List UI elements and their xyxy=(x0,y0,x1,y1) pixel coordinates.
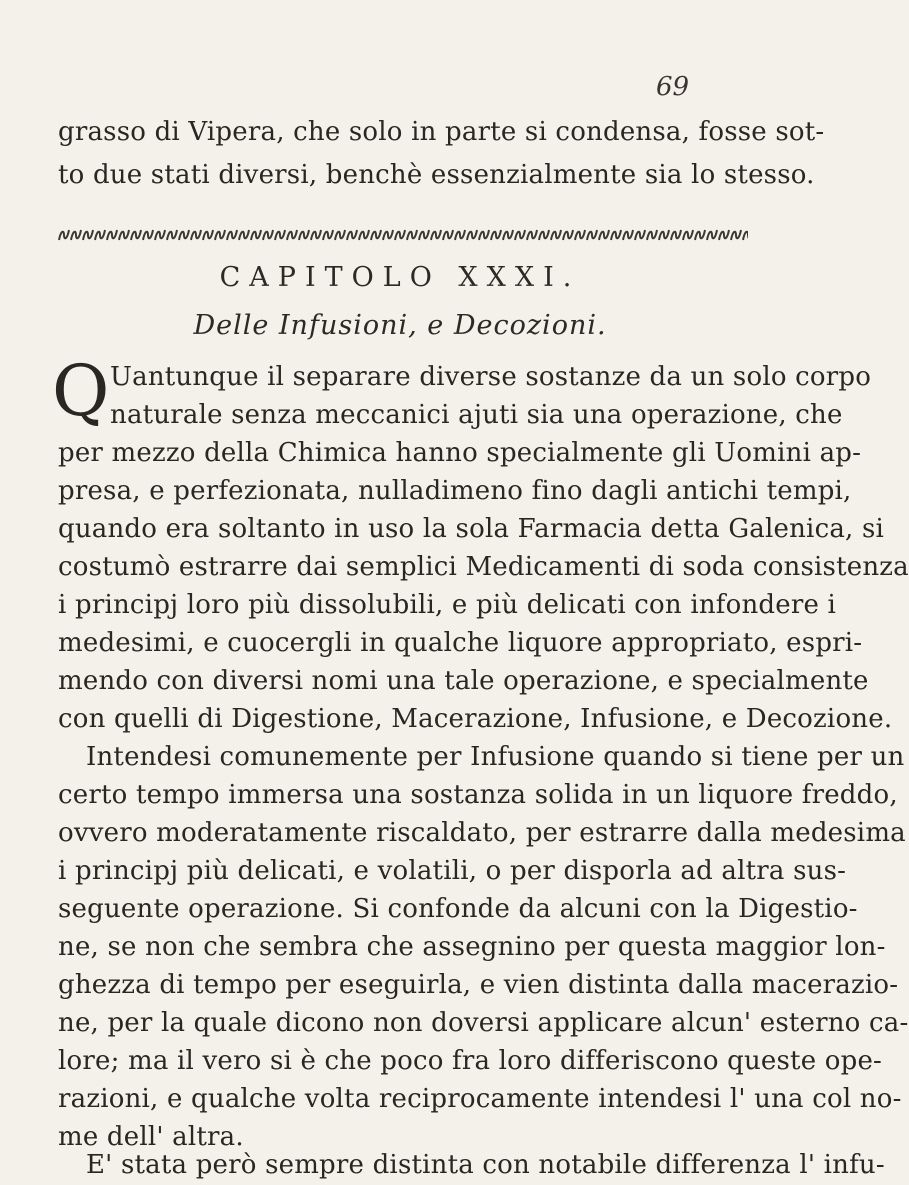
paragraph-line: lore; ma il vero si è che poco fra loro differiscono queste ope- xyxy=(58,1046,883,1076)
paragraph-line: mendo con diversi nomi una tale operazione, e specialmente xyxy=(58,666,869,696)
paragraph-line: E' stata però sempre distinta con notabile differenza l' infu- xyxy=(86,1150,885,1180)
paragraph-line: Uantunque il separare diverse sostanze da un solo corpo xyxy=(110,362,872,392)
paragraph-line: Intendesi comunemente per Infusione quando si tiene per un xyxy=(86,742,905,772)
paragraph-line: per mezzo della Chimica hanno specialmente gli Uomini ap- xyxy=(58,438,862,468)
paragraph-line: ovvero moderatamente riscaldato, per estrarre dalla medesima xyxy=(58,818,906,848)
paragraph-line: ghezza di tempo per eseguirla, e vien distinta dalla macerazio- xyxy=(58,970,899,1000)
paragraph-line: costumò estrarre dai semplici Medicamenti di soda consistenza xyxy=(58,552,909,582)
text-line-top-1: grasso di Vipera, che solo in parte si condensa, fosse sot- xyxy=(58,117,825,147)
paragraph-line: seguente operazione. Si confonde da alcuni con la Digestio- xyxy=(58,894,858,924)
paragraph-line: ne, per la quale dicono non doversi applicare alcun' esterno ca- xyxy=(58,1008,909,1038)
decorative-rule xyxy=(58,228,748,242)
paragraph-line: presa, e perfezionata, nulladimeno fino dagli antichi tempi, xyxy=(58,476,852,506)
paragraph-line: naturale senza meccanici ajuti sia una operazione, che xyxy=(110,400,843,430)
chapter-subtitle: Delle Infusioni, e Decozioni. xyxy=(193,310,607,341)
paragraph-line: i principj più delicati, e volatili, o per disporla ad altra sus- xyxy=(58,856,847,886)
paragraph-line: certo tempo immersa una sostanza solida in un liquore freddo, xyxy=(58,780,898,810)
paragraph-line: razioni, e qualche volta reciprocamente intendesi l' una col no- xyxy=(58,1084,902,1114)
paragraph-line: me dell' altra. xyxy=(58,1122,244,1152)
drop-cap: Q xyxy=(52,350,110,432)
page-number: 69 xyxy=(656,72,690,102)
paragraph-line: i principj loro più dissolubili, e più delicati con infondere i xyxy=(58,590,837,620)
chapter-title: CAPITOLO XXXI. xyxy=(219,262,581,293)
text-line-top-2: to due stati diversi, benchè essenzialmente sia lo stesso. xyxy=(58,160,815,190)
paragraph-line: quando era soltanto in uso la sola Farmacia detta Galenica, si xyxy=(58,514,885,544)
paragraph-line: con quelli di Digestione, Macerazione, Infusione, e Decozione. xyxy=(58,704,893,734)
paragraph-line: medesimi, e cuocergli in qualche liquore appropriato, espri- xyxy=(58,628,863,658)
paragraph-line: ne, se non che sembra che assegnino per questa maggior lon- xyxy=(58,932,886,962)
